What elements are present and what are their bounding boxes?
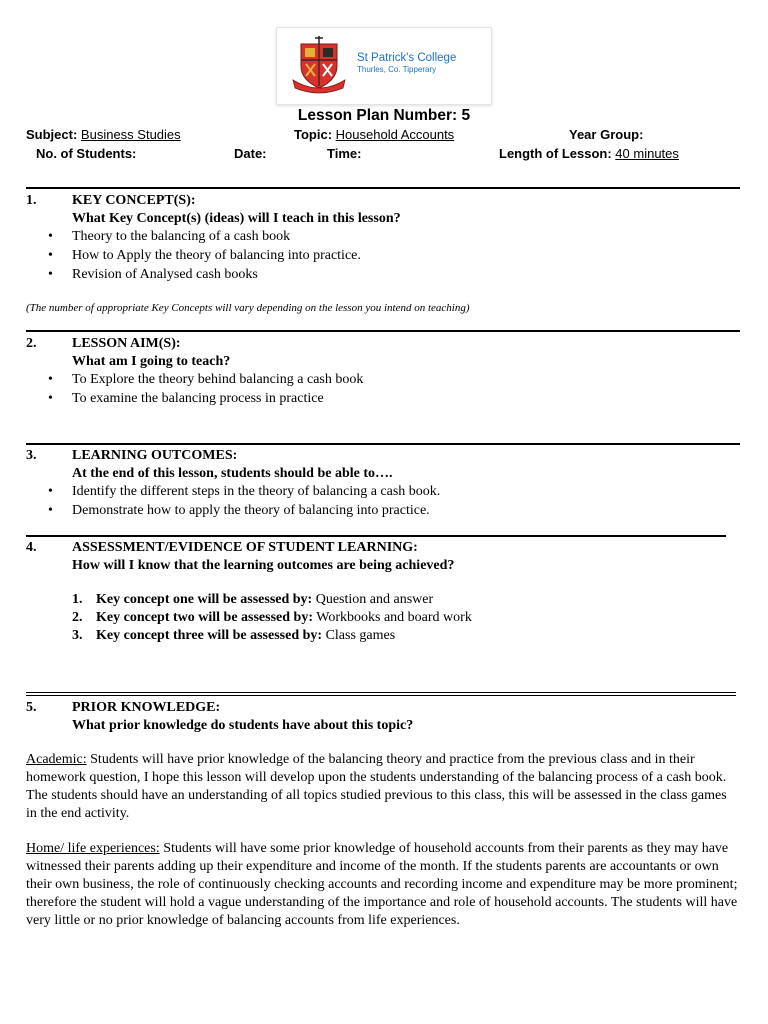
- section-3-heading: LEARNING OUTCOMES:: [72, 448, 238, 463]
- section-1-question: What Key Concept(s) (ideas) will I teach in this lesson?: [72, 211, 401, 226]
- section-divider: [26, 535, 726, 537]
- academic-label: Academic:: [26, 752, 87, 767]
- list-item: 2. Key concept two will be assessed by: Workbooks and board work: [72, 610, 472, 625]
- date-field: Date:: [234, 146, 267, 161]
- list-item: • To Explore the theory behind balancing a cash book: [48, 370, 363, 389]
- home-life-text: Students will have some prior knowledge of household accounts from their parents as they may have witnessed their parents adding up their expenditure and income of the month. If the students parents are accountants or own their own business, the role of continuously checking accounts and recording income and expenditure may be more prominent; therefore the student will hold a vague understanding of the importance and role of household accounts. The students will have very little or no prior knowledge of balancing accounts from life experiences.: [26, 841, 738, 928]
- section-divider: [26, 187, 740, 189]
- assessment-list: [72, 591, 472, 645]
- section-3-question: At the end of this lesson, students should be able to….: [72, 466, 393, 481]
- section-2-number: 2.: [26, 336, 37, 351]
- topic-field: Topic: Household Accounts: [294, 127, 455, 142]
- section-2-question: What am I going to teach?: [72, 354, 231, 369]
- section-4-question: How will I know that the learning outcomes are being achieved?: [72, 558, 455, 573]
- list-item: 3. Key concept three will be assessed by: Class games: [72, 628, 396, 643]
- learning-outcomes-list: [48, 482, 440, 520]
- home-life-paragraph: [26, 840, 740, 930]
- college-logo: [276, 27, 492, 105]
- subject-value: Business Studies: [80, 127, 181, 142]
- lesson-aims-list: [48, 370, 363, 408]
- students-field: No. of Students:: [36, 146, 137, 161]
- list-item: • To examine the balancing process in practice: [48, 389, 363, 408]
- list-item: • Identify the different steps in the theory of balancing a cash book.: [48, 482, 440, 501]
- length-value: 40 minutes: [615, 146, 679, 161]
- section-5-heading: PRIOR KNOWLEDGE:: [72, 700, 221, 715]
- list-item: • Revision of Analysed cash books: [48, 265, 361, 284]
- section-divider: [26, 692, 736, 696]
- length-field: Length of Lesson: 40 minutes: [499, 146, 679, 161]
- key-concepts-list: [48, 227, 361, 284]
- section-3-number: 3.: [26, 448, 37, 463]
- crest-icon: [287, 36, 351, 96]
- logo-college-place: Thurles, Co. Tipperary: [357, 65, 437, 74]
- list-item: • Theory to the balancing of a cash book: [48, 227, 361, 246]
- lesson-plan-title: Lesson Plan Number: 5: [297, 107, 471, 124]
- list-item: • Demonstrate how to apply the theory of balancing into practice.: [48, 501, 440, 520]
- academic-paragraph: [26, 751, 740, 823]
- time-field: Time:: [327, 146, 362, 161]
- key-concepts-note: (The number of appropriate Key Concepts will vary depending on the lesson you intend on teaching): [26, 302, 470, 314]
- section-2-heading: LESSON AIM(S):: [72, 336, 181, 351]
- home-life-label: Home/ life experiences:: [26, 841, 160, 856]
- subject-field: Subject: Business Studies: [26, 127, 181, 142]
- academic-text: Students will have prior knowledge of the balancing theory and practice from the previous class and in their homework question, I hope this lesson will develop upon the students understanding of the balancing process of a cash book. The students should have an understanding of all topics studied previous to this class, this will be assessed in the class games in the end activity.: [26, 752, 727, 821]
- list-item: 1. Key concept one will be assessed by: Question and answer: [72, 592, 434, 607]
- logo-college-name: St Patrick's College: [357, 52, 457, 64]
- section-5-question: What prior knowledge do students have about this topic?: [72, 718, 414, 733]
- list-item: • How to Apply the theory of balancing into practice.: [48, 246, 361, 265]
- section-1-heading: KEY CONCEPT(S):: [72, 193, 196, 208]
- year-group-field: Year Group:: [569, 127, 644, 142]
- section-5-number: 5.: [26, 700, 37, 715]
- section-4-number: 4.: [26, 540, 37, 555]
- section-4-heading: ASSESSMENT/EVIDENCE OF STUDENT LEARNING:: [72, 540, 418, 555]
- topic-value: Household Accounts: [335, 127, 455, 142]
- section-divider: [26, 443, 740, 445]
- section-divider: [26, 330, 740, 332]
- section-1-number: 1.: [26, 193, 37, 208]
